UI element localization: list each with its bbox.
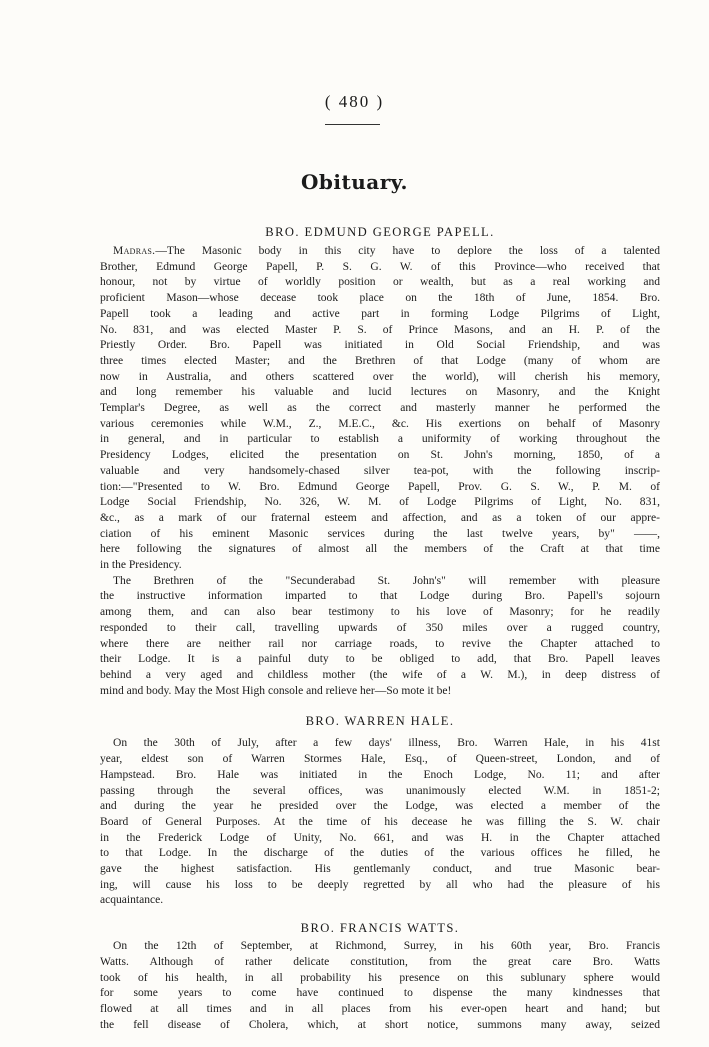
page-number: ( 480 ) xyxy=(324,92,385,111)
text-line: now in Australia, and others scattered over the world), will cherish his memory, xyxy=(100,370,660,383)
article-heading-watts: BRO. FRANCIS WATTS. xyxy=(300,921,460,936)
text-line: behind a very aged and childless mother (the wife of a W. M.), in deep distress of xyxy=(100,668,660,681)
text-line: acquaintance. xyxy=(100,894,164,907)
text-line: valuable and very handsomely-chased silver tea-pot, with the following inscrip- xyxy=(100,464,660,477)
article-body-hale xyxy=(100,736,660,909)
text-line: Lodge Social Friendship, No. 326, W. M. of Lodge Pilgrims of Light, No. 831, xyxy=(100,496,660,509)
text-line: Presidency Lodges, elicited the presentation on St. John's morning, 1850, of a xyxy=(100,449,660,462)
article-body-watts xyxy=(100,939,660,1033)
header-rule xyxy=(325,124,380,125)
text-line: here following the signatures of almost all the members of the Craft at that time xyxy=(100,543,660,556)
text-line: &c., as a mark of our fraternal esteem and affection, and as a token of our appre- xyxy=(100,511,660,524)
section-title: Obituary. xyxy=(300,170,409,194)
text-line: in the Presidency. xyxy=(100,559,182,572)
text-line: took of his health, in all probability his presence on this sublunary sphere would xyxy=(100,971,660,984)
place-lead: Madras. xyxy=(113,245,156,257)
article-heading-hale: BRO. WARREN HALE. xyxy=(305,714,455,729)
text-line: Hampstead. Bro. Hale was initiated in the Enoch Lodge, No. 11; and after xyxy=(100,768,660,781)
text-line: flowed at all times and in all places from his ever-open heart and hand; but xyxy=(100,1002,660,1015)
text-line: gave the highest satisfaction. His gentlemanly conduct, and true Masonic bear- xyxy=(100,863,660,876)
text-line: various ceremonies while W.M., Z., M.E.C., &c. His exertions on behalf of Masonry xyxy=(100,417,660,430)
text-line: responded to their call, travelling upwards of 350 miles over a rugged country, xyxy=(100,621,660,634)
text-line: their Lodge. It is a painful duty to be obliged to add, that Bro. Papell leaves xyxy=(100,653,660,666)
text-line: to that Lodge. In the discharge of the duties of the various offices he filled, he xyxy=(100,847,660,860)
text-line: Papell took a leading and active part in forming Lodge Pilgrims of Light, xyxy=(100,307,660,320)
text-line: proficient Mason—whose decease took place on the 18th of June, 1854. Bro. xyxy=(100,292,660,305)
text-line: where there are neither rail nor carriage roads, to revive the Chapter attached to xyxy=(100,637,660,650)
text-line: Madras.—The Masonic body in this city have to deplore the loss of a talented xyxy=(113,245,660,257)
text-line: mind and body. May the Most High console and relieve her—So mote it be! xyxy=(100,684,452,697)
article-body-papell xyxy=(100,244,660,699)
text-line: Brother, Edmund George Papell, P. S. G. W. of this Province—who received that xyxy=(100,260,660,273)
text-line: ciation of his eminent Masonic services during the last twelve years, by" ——, xyxy=(100,527,660,540)
text-line: Priestly Order. Bro. Papell was initiated in Old Social Friendship, and was xyxy=(100,339,660,352)
text-line: among them, and can also bear testimony to his love of Masonry; for he readily xyxy=(100,606,660,619)
text-line: On the 12th of September, at Richmond, Surrey, in his 60th year, Bro. Francis xyxy=(113,940,660,953)
article-heading-papell: BRO. EDMUND GEORGE PAPELL. xyxy=(265,225,495,239)
text-line: for some years to come have continued to dispense the many kindnesses that xyxy=(100,987,660,1000)
text-line: The Brethren of the "Secunderabad St. John's" will remember with pleasure xyxy=(113,574,660,587)
text-line: and long remember his valuable and lucid lectures on Masonry, and the Knight xyxy=(100,386,660,399)
text-line: and during the year he presided over the Lodge, was elected a member of the xyxy=(100,800,660,813)
text-line: Watts. Although of rather delicate constitution, from the great care Bro. Watts xyxy=(100,955,660,968)
text-line: ing, will cause his loss to be deeply regretted by all who had the pleasure of his xyxy=(100,878,660,891)
text-line: in the Frederick Lodge of Unity, No. 661, and was H. in the Chapter attached xyxy=(100,831,660,844)
obituary-column xyxy=(100,224,660,1033)
text-line: three times elected Master; and the Brethren of that Lodge (many of whom are xyxy=(100,354,660,367)
text-line: in general, and in particular to establish a uniformity of working throughout the xyxy=(100,433,660,446)
text-line: the fell disease of Cholera, which, at short notice, summons many away, seized xyxy=(100,1018,660,1031)
text-line: passing through the several offices, was unanimously elected W.M. in 1851-2; xyxy=(100,784,660,797)
text-line: honour, not by virtue of worldly position or wealth, but as a real working and xyxy=(100,276,660,289)
text-line: the instructive information imparted to that Lodge during Bro. Papell's sojourn xyxy=(100,590,660,603)
text-line: Templar's Degree, as well as the correct and masterly manner he performed the xyxy=(100,402,660,415)
text-line: On the 30th of July, after a few days' illness, Bro. Warren Hale, in his 41st xyxy=(113,737,660,750)
text-line: year, eldest son of Warren Stormes Hale, Esq., of Queen-street, London, and of xyxy=(100,753,660,766)
text-line: tion:—"Presented to W. Bro. Edmund George Papell, Prov. G. S. W., P. M. of xyxy=(100,480,660,493)
text-line: Board of General Purposes. At the time of his decease he was filling the S. W. chair xyxy=(100,815,660,828)
text-line: No. 831, and was elected Master P. S. of Prince Masons, and an H. P. of the xyxy=(100,323,660,336)
